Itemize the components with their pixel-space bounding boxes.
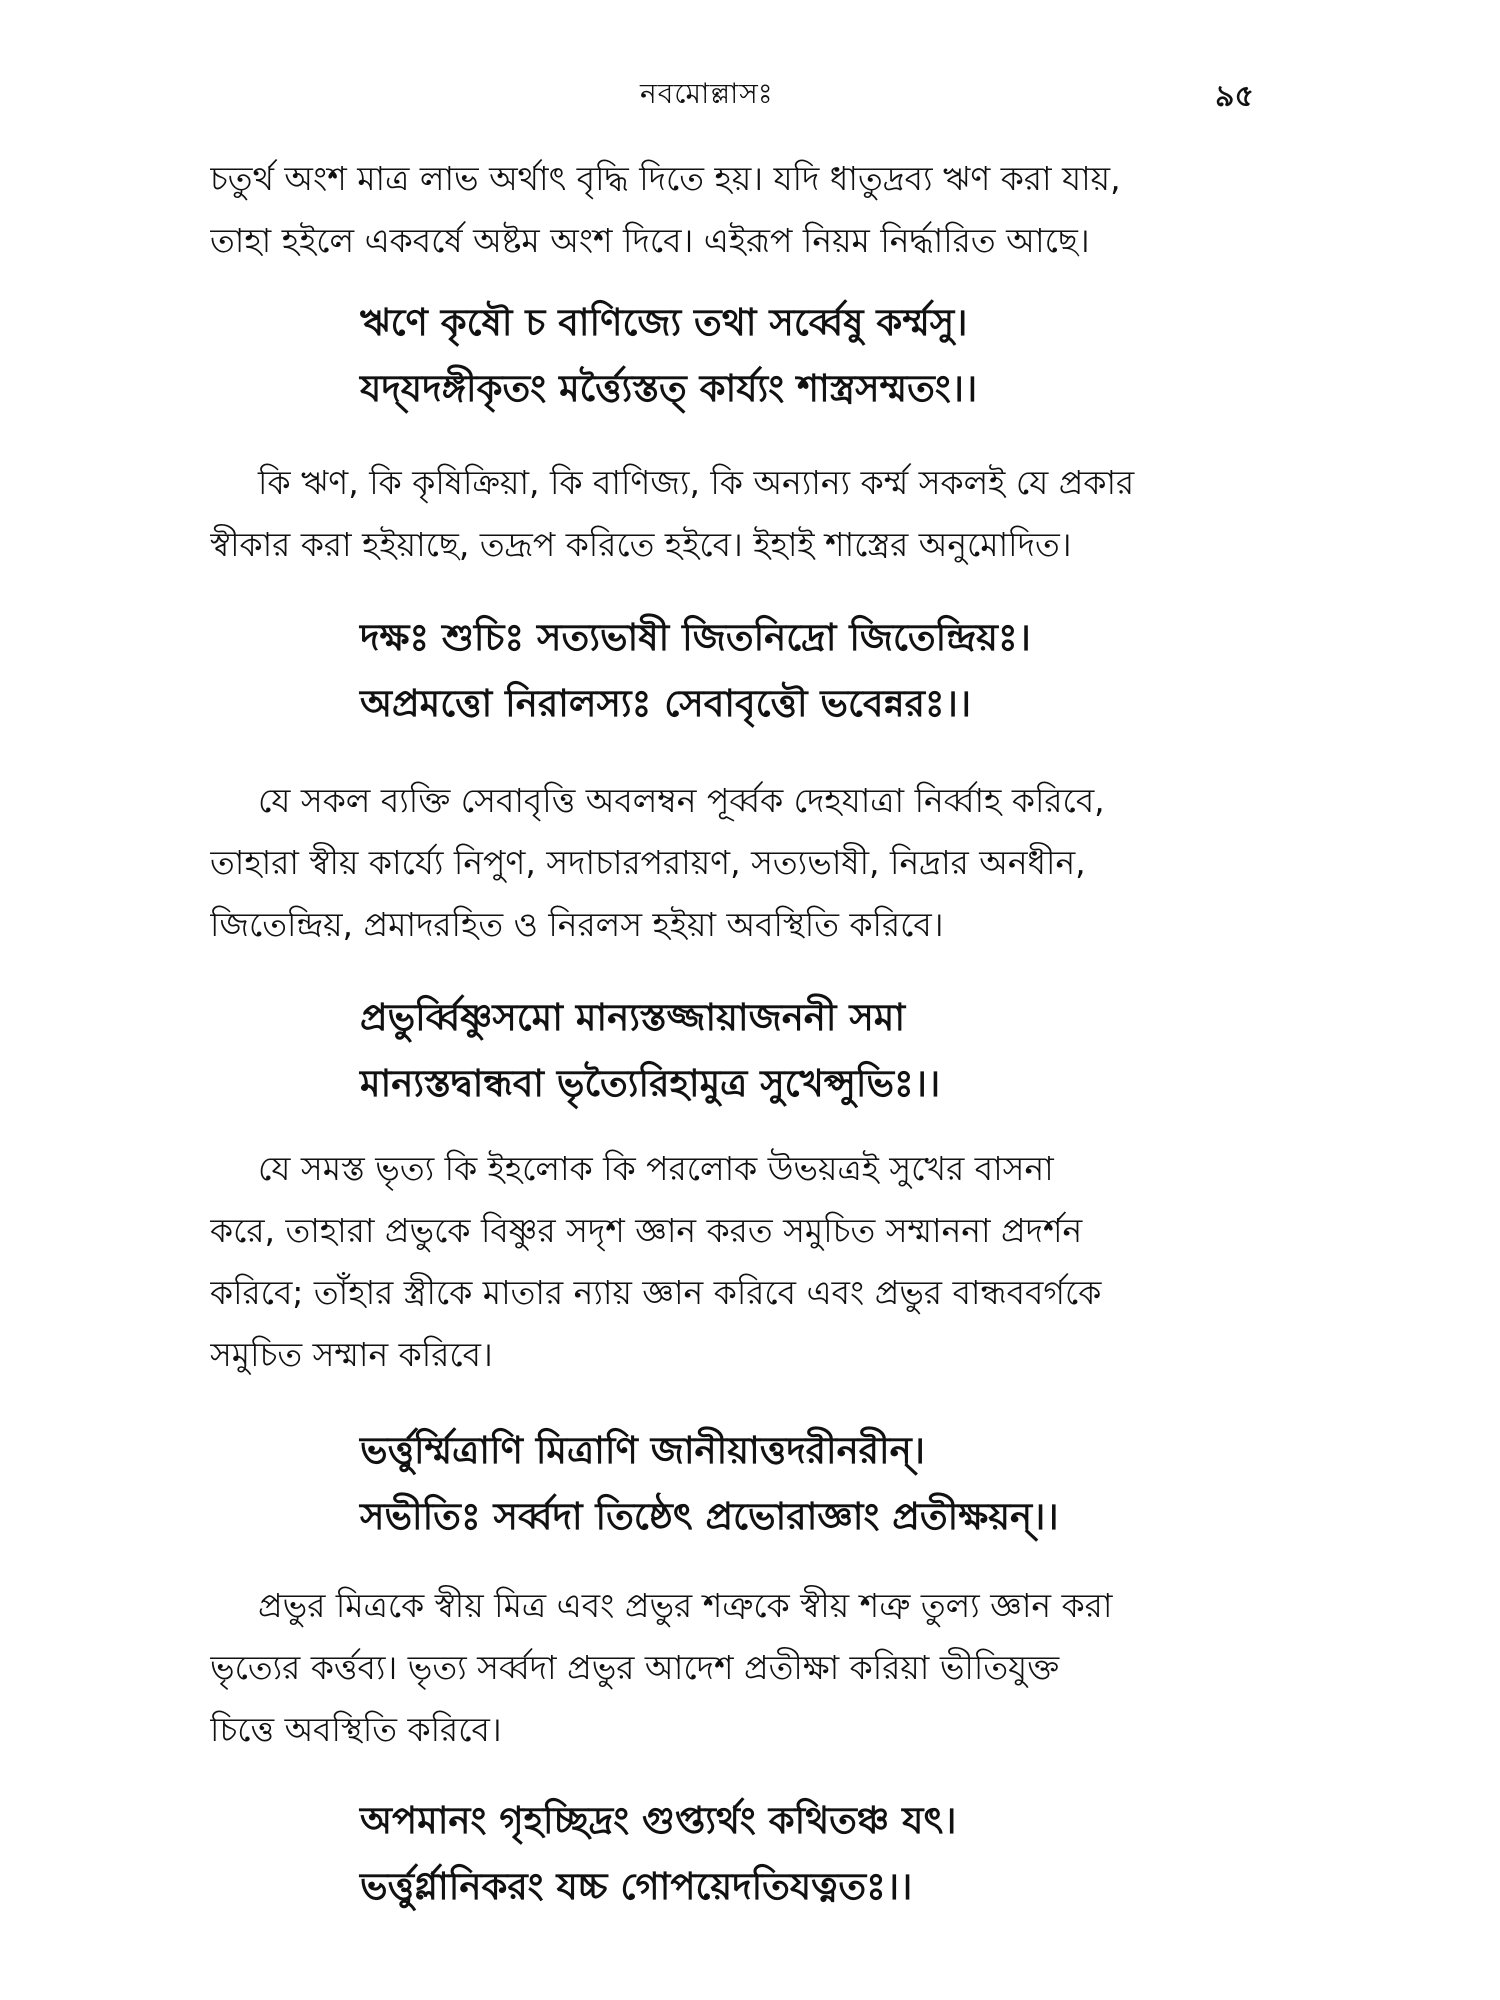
verse-line: সভীতিঃ সর্ব্বদা তিষ্ঠেৎ প্রভোরাজ্ঞাং প্রতীক্ষয়ন্‌।। [360, 1495, 1059, 1538]
prose-line: যে সমস্ত ভৃত্য কি ইহলোক কি পরলোক উভয়ত্রই সুখের বাসনা [258, 1149, 1054, 1188]
running-title: নবমোল্লাসঃ [640, 77, 774, 110]
prose-line: করিবে; তাঁহার স্ত্রীকে মাতার ন্যায় জ্ঞান করিবে এবং প্রভুর বান্ধববর্গকে [210, 1273, 1102, 1312]
sanskrit-verse-4 [360, 1418, 1220, 1550]
prose-line: চতুর্থ অংশ মাত্র লাভ অর্থাৎ বৃদ্ধি দিতে হয়। যদি ধাতুদ্রব্য ঋণ করা যায়, [210, 159, 1121, 198]
prose-line: যে সকল ব্যক্তি সেবাবৃত্তি অবলম্বন পূর্ব্বক দেহযাত্রা নির্ব্বাহ করিবে, [258, 781, 1105, 820]
verse-line: দক্ষঃ শুচিঃ সত্যভাষী জিতনিদ্রো জিতেন্দ্রিয়ঃ। [360, 616, 1031, 659]
prose-paragraph-4 [210, 1138, 1300, 1386]
prose-paragraph-3 [210, 770, 1300, 956]
prose-paragraph-2 [210, 452, 1300, 576]
prose-line: প্রভুর মিত্রকে স্বীয় মিত্র এবং প্রভুর শত্রুকে স্বীয় শত্রু তুল্য জ্ঞান করা [258, 1586, 1113, 1625]
prose-line: তাহারা স্বীয় কার্য্যে নিপুণ, সদাচারপরায়ণ, সত্যভাষী, নিদ্রার অনধীন, [210, 843, 1086, 882]
sanskrit-verse-1 [360, 290, 1220, 422]
sanskrit-verse-2 [360, 605, 1220, 737]
prose-line: স্বীকার করা হইয়াছে, তদ্রূপ করিতে হইবে। ইহাই শাস্ত্রের অনুমোদিত। [210, 525, 1072, 564]
prose-line: জিতেন্দ্রিয়, প্রমাদরহিত ও নিরলস হইয়া অবস্থিতি করিবে। [210, 905, 944, 944]
sanskrit-verse-3 [360, 985, 1220, 1117]
prose-line: করে, তাহারা প্রভুকে বিষ্ণুর সদৃশ জ্ঞান করত সমুচিত সম্মাননা প্রদর্শন [210, 1211, 1083, 1250]
prose-line: ভৃত্যের কর্ত্তব্য। ভৃত্য সর্ব্বদা প্রভুর আদেশ প্রতীক্ষা করিয়া ভীতিযুক্ত [210, 1648, 1060, 1687]
prose-line: তাহা হইলে একবর্ষে অষ্টম অংশ দিবে। এইরূপ নিয়ম নির্দ্ধারিত আছে। [210, 221, 1090, 260]
prose-line: কি ঋণ, কি কৃষিক্রিয়া, কি বাণিজ্য, কি অন্যান্য কর্ম্ম সকলই যে প্রকার [258, 463, 1135, 502]
verse-line: ভর্ত্তুর্ম্মিত্রাণি মিত্রাণি জানীয়াত্তদরীনরীন্‌। [360, 1429, 925, 1472]
sanskrit-verse-5 [360, 1788, 1220, 1920]
verse-line: যদ্‌যদঙ্গীকৃতং মর্ত্ত্যৈস্তত্‌ কার্য্যং শাস্ত্রসম্মতং।। [360, 367, 978, 410]
verse-line: অপ্রমত্তো নিরালস্যঃ সেবাবৃত্তৌ ভবেন্নরঃ।। [360, 682, 972, 725]
verse-line: অপমানং গৃহচ্ছিদ্রং গুপ্ত্যর্থং কথিতঞ্চ যৎ। [360, 1799, 957, 1842]
page-number: ৯৫ [1215, 79, 1254, 114]
verse-line: ঋণে কৃষৌ চ বাণিজ্যে তথা সর্ব্বেষু কর্ম্মসু। [360, 301, 968, 344]
verse-line: ভর্ত্তুর্গ্লানিকরং যচ্চ গোপয়েদতিযত্নতঃ।। [360, 1865, 913, 1908]
prose-line: সমুচিত সম্মান করিবে। [210, 1335, 493, 1374]
prose-paragraph-1 [210, 148, 1300, 272]
prose-paragraph-5 [210, 1575, 1300, 1761]
verse-line: প্রভুর্ব্বিষ্ণুসমো মান্যস্তজ্জায়াজননী সমা [360, 996, 906, 1039]
prose-line: চিত্তে অবস্থিতি করিবে। [210, 1710, 502, 1749]
verse-line: মান্যস্তদ্বান্ধবা ভৃত্যৈরিহামুত্র সুখেপ্সুভিঃ।। [360, 1062, 941, 1105]
running-head [0, 72, 1500, 116]
